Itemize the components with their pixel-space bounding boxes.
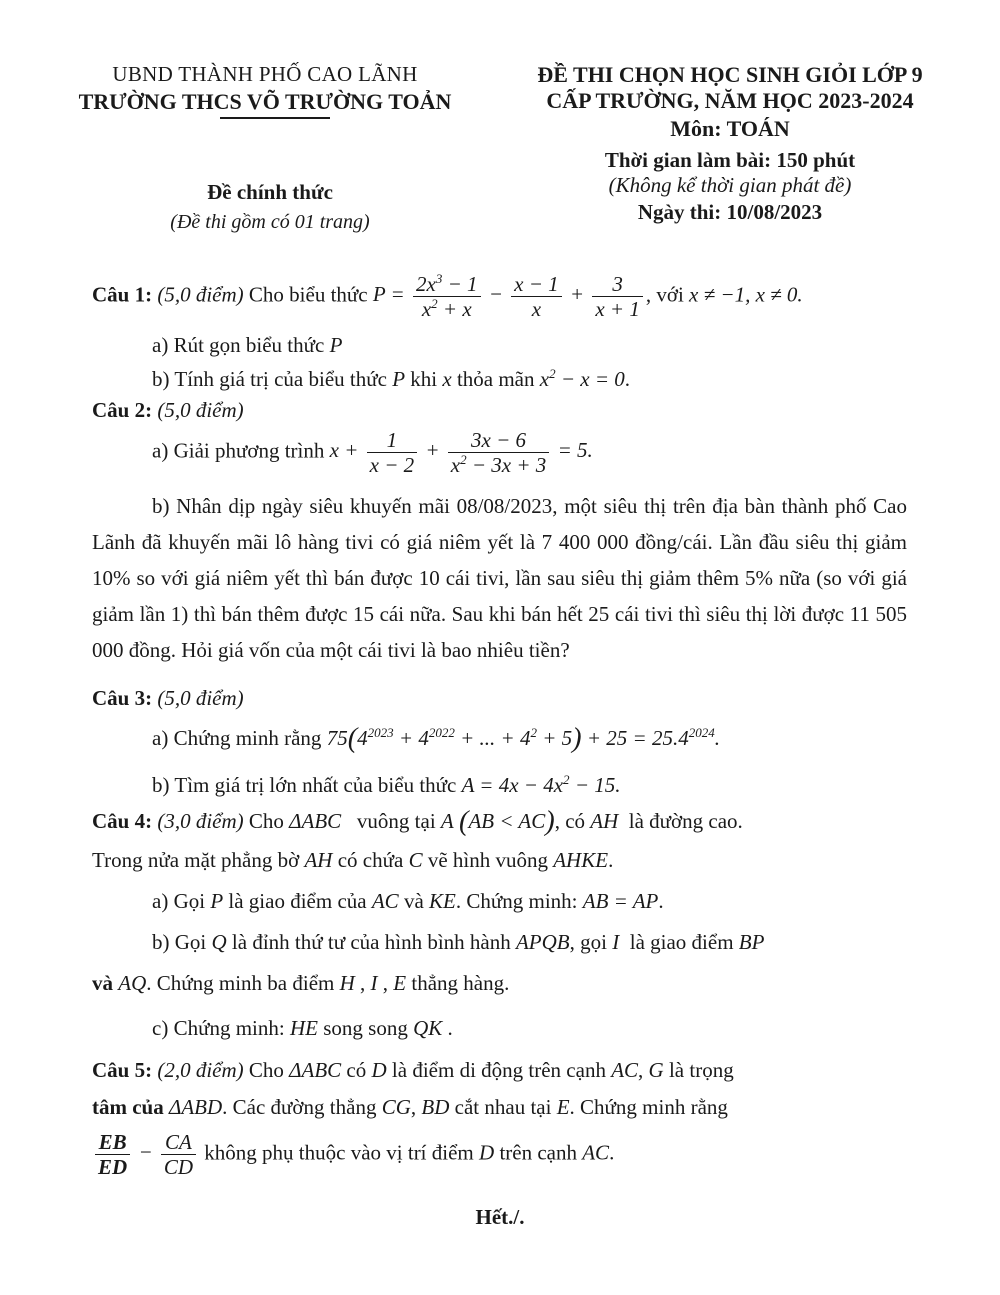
q4-line2-1: Trong nửa mặt phẳng bờ xyxy=(92,848,300,872)
q4-statement-line2: Trong nửa mặt phẳng bờ AH có chứa C vẽ hình vuông AHKE. xyxy=(92,848,614,872)
q4-a-4: . Chứng minh: xyxy=(455,889,578,913)
q4-intro-3: , có xyxy=(554,809,586,833)
q5-statement: Câu 5: (2,0 điểm) Cho ΔABC có D là điểm di động trên cạnh AC, G là trọng xyxy=(92,1058,734,1082)
q4-statement: Câu 4: (3,0 điểm) Cho ΔABC vuông tại A (AB < AC), có AH là đường cao. xyxy=(92,806,743,837)
q1-b-text-2: khi xyxy=(410,367,438,391)
q4-intro-4: là đường cao. xyxy=(628,809,743,833)
exam-title: ĐỀ THI CHỌN HỌC SINH GIỎI LỚP 9 xyxy=(537,62,923,87)
q3-part-a xyxy=(152,722,720,756)
q5-intro-2: có xyxy=(346,1058,367,1082)
school-name: TRƯỜNG THCS VÕ TRƯỜNG TOẢN xyxy=(78,89,452,114)
q4-b-line2-3: thẳng hàng. xyxy=(411,971,510,995)
end-marker: Hết./. xyxy=(475,1205,525,1229)
q3-b-text: b) Tìm giá trị lớn nhất của biểu thức xyxy=(152,773,457,797)
q1-points: (5,0 điểm) xyxy=(157,282,244,307)
q4-a-3: và xyxy=(403,889,424,913)
exam-duration-note: (Không kể thời gian phát đề) xyxy=(608,173,852,197)
q5-statement-line3: $\frac{EB}{ED}$ − $\frac{CA}{CD}$ không phụ thuộc vào vị trí điểm D trên cạnh AC. xyxy=(92,1130,614,1179)
q4-b-3: , gọi xyxy=(569,930,607,954)
q4-b-1: b) Gọi xyxy=(152,930,207,954)
q5-line2-2: . Các đường thẳng xyxy=(222,1095,377,1119)
official-label xyxy=(120,180,420,234)
q1-intro: Cho biểu thức xyxy=(248,282,368,307)
q4-intro-2: vuông tại xyxy=(356,809,436,833)
q4-line2-3: vẽ hình vuông xyxy=(427,848,548,872)
q2-part-a xyxy=(152,428,593,477)
q4-intro-1: Cho xyxy=(248,809,284,833)
q2-a-text: a) Giải phương trình xyxy=(152,438,325,463)
q2-heading: Câu 2: xyxy=(92,398,153,422)
q1-part-a: a) Rút gọn biểu thức P xyxy=(152,333,343,357)
q4-part-b: b) Gọi Q là đỉnh thứ tư của hình bình hành APQB, gọi I là giao điểm BP xyxy=(152,930,765,954)
q4-points: (3,0 điểm) xyxy=(157,809,244,833)
q1-condition: x ≠ −1, x ≠ 0. xyxy=(689,282,803,307)
q4-heading: Câu 4: xyxy=(92,809,153,833)
q4-b-line2-1: và xyxy=(92,971,113,995)
exam-duration: Thời gian làm bài: 150 phút xyxy=(604,148,856,172)
q4-a-2: là giao điểm của xyxy=(228,889,367,913)
q4-line2-2: có chứa xyxy=(337,848,404,872)
q3-points: (5,0 điểm) xyxy=(157,686,244,710)
exam-header xyxy=(500,62,960,225)
q4-b-2: là đỉnh thứ tư của hình bình hành xyxy=(231,930,511,954)
q2-points: (5,0 điểm) xyxy=(157,398,244,422)
exam-date: Ngày thi: 10/08/2023 xyxy=(637,200,823,224)
q4-part-b-line2: và AQ. Chứng minh ba điểm H , I , E thẳng hàng. xyxy=(92,971,510,995)
q5-points: (2,0 điểm) xyxy=(157,1058,244,1082)
q1-condition-word: , với xyxy=(645,282,684,307)
q3-heading-line xyxy=(92,686,244,711)
q2-part-b: b) Nhân dịp ngày siêu khuyến mãi 08/08/2023, một siêu thị trên địa bàn thành phố Cao Lãnh đã khuyến mãi lô hàng tivi có giá niêm yết là 7 400 000 đồng/cái. Lần đầu siêu thị giảm 10% so với giá niêm yết thì bán được 10 cái tivi, lần sau siêu thị giảm thêm 5% nữa (so với giá giảm lần 1) thì bán thêm được 15 cái nữa. Sau khi bán hết 25 cái tivi thì siêu thị lời được 11 505 000 đồng. Hỏi giá vốn của một cái tivi là bao nhiêu tiền? xyxy=(92,494,907,662)
q3-part-b xyxy=(152,772,620,798)
header-underline xyxy=(220,117,330,119)
school-header xyxy=(40,62,490,119)
q3-b-expression: $A = 4x - 4x^2 - 15$. xyxy=(461,772,621,797)
q5-intro-3: là điểm di động trên cạnh xyxy=(391,1058,606,1082)
q1-heading: Câu 1: xyxy=(92,282,153,307)
q5-intro-1: Cho xyxy=(248,1058,284,1082)
exam-subject: Môn: TOÁN xyxy=(670,116,790,141)
official-title: Đề chính thức xyxy=(207,180,333,204)
q4-b-4: là giao điểm xyxy=(629,930,734,954)
q1-expression: P = $\frac{2x^3 - 1}{x^2 + x}$ − $\frac{x - 1}{x}$ + $\frac{3}{x + 1}$ xyxy=(373,282,646,306)
q4-b-line2-2: . Chứng minh ba điểm xyxy=(146,971,335,995)
q4-part-a: a) Gọi P là giao điểm của AC và KE. Chứng minh: AB = AP. xyxy=(152,889,664,913)
q5-line2-1: tâm của xyxy=(92,1095,164,1119)
q1-b-text-3: thỏa mãn xyxy=(456,367,535,391)
q1-b-text-1: b) Tính giá trị của biểu thức xyxy=(152,367,387,391)
q5-intro-4: là trọng xyxy=(668,1058,734,1082)
q5-line2-4: . Chứng minh rằng xyxy=(569,1095,728,1119)
q1-a-text: a) Rút gọn biểu thức xyxy=(152,333,325,357)
q5-heading: Câu 5: xyxy=(92,1058,153,1082)
q4-a-1: a) Gọi xyxy=(152,889,206,913)
q3-heading: Câu 3: xyxy=(92,686,153,710)
exam-level: CẤP TRƯỜNG, NĂM HỌC 2023-2024 xyxy=(546,88,914,113)
authority-name: UBND THÀNH PHỐ CAO LÃNH xyxy=(112,62,418,86)
q2-equation: x + $\frac{1}{x - 2}$ + $\frac{3x - 6}{x^2 - 3x + 3}$ = 5. xyxy=(329,428,593,478)
q5-line2-3: cắt nhau tại xyxy=(454,1095,552,1119)
q1-part-b: b) Tính giá trị của biểu thức P khi x thỏa mãn $x^2 - x = 0$. xyxy=(152,366,631,391)
q3-a-text: a) Chứng minh rằng xyxy=(152,726,322,750)
q4-c-2: song song xyxy=(323,1016,408,1040)
q5-line3-2: trên cạnh xyxy=(499,1140,577,1165)
q1-statement xyxy=(92,272,803,321)
q5-statement-line2: tâm của ΔABD. Các đường thẳng CG, BD cắt nhau tại E. Chứng minh rằng xyxy=(92,1095,728,1119)
official-note: (Đề thi gồm có 01 trang) xyxy=(170,211,370,233)
q3-a-expression: $75(4^{2023} + 4^{2022}$ + ... + $4^2 + 5) + 25 = 25.4^{2024}$. xyxy=(326,723,720,754)
q5-line3-1: không phụ thuộc vào vị trí điểm xyxy=(204,1140,474,1165)
q2-heading-line xyxy=(92,398,244,423)
q4-part-c: c) Chứng minh: HE song song QK . xyxy=(152,1016,453,1040)
q5-ratio-expression: $\frac{EB}{ED}$ − $\frac{CA}{CD}$ xyxy=(92,1140,199,1164)
q4-c-1: c) Chứng minh: xyxy=(152,1016,285,1040)
